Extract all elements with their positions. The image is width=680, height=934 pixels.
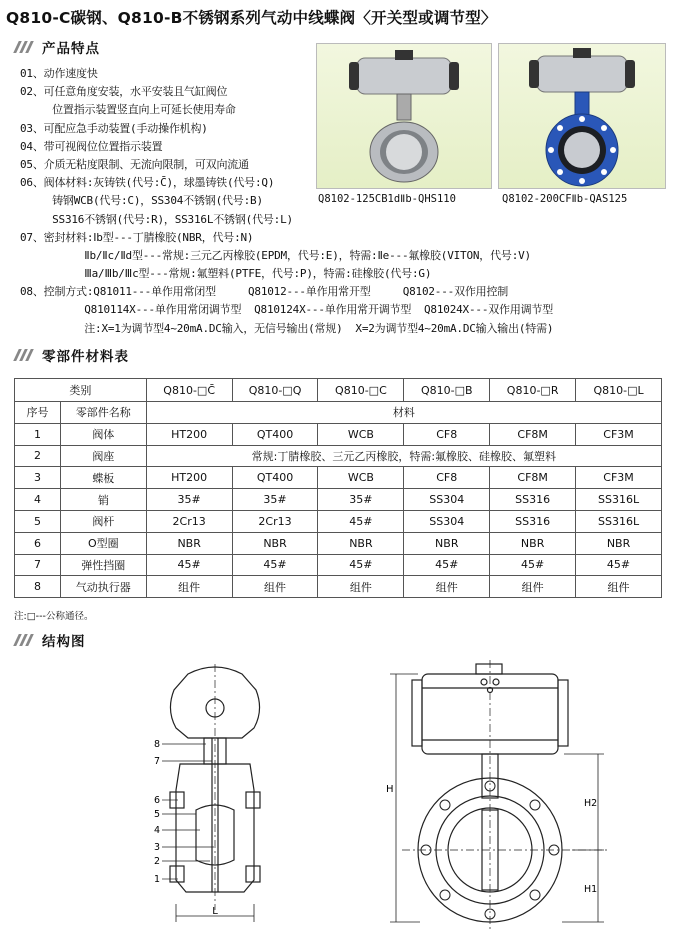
part-name-cell: 弹性挡圈	[60, 554, 146, 576]
part-name-cell: 阀杆	[60, 510, 146, 532]
table-row	[15, 467, 662, 489]
product-photo-1	[316, 43, 492, 189]
material-cell: NBR	[576, 532, 662, 554]
table-row	[15, 445, 662, 467]
row-number-cell: 6	[15, 532, 61, 554]
part-number-label: 3	[153, 842, 160, 853]
feature-item: Ⅲa/Ⅲb/Ⅲc型---常规:氟塑料(PTFE，代号:P)，特需:硅橡胶(代号:G)	[20, 267, 432, 281]
part-number-label: 4	[153, 825, 160, 836]
part-number-label: 2	[153, 856, 160, 867]
material-cell: QT400	[232, 423, 318, 445]
material-cell: CF8	[404, 423, 490, 445]
feature-item: 07、密封材料:Ⅰb型---丁腈橡胶(NBR，代号:N)	[20, 230, 254, 244]
feature-item: 位置指示装置竖直向上可延长使用寿命	[20, 103, 236, 117]
material-cell: CF8	[404, 467, 490, 489]
cross-section-drawing	[140, 660, 290, 930]
material-cell: 35#	[318, 489, 404, 511]
table-header-row	[15, 379, 662, 402]
section-title-structure: 结构图	[42, 634, 86, 650]
material-cell: 组件	[490, 576, 576, 598]
material-cell-merged: 常规:丁腈橡胶、三元乙丙橡胶，特需:氟橡胶、硅橡胶、氟塑料	[146, 445, 661, 467]
section-header-materials	[14, 346, 129, 364]
row-number-cell: 1	[15, 423, 61, 445]
material-cell: HT200	[146, 423, 232, 445]
part-name-cell: 气动执行器	[60, 576, 146, 598]
material-cell: NBR	[404, 532, 490, 554]
material-cell: CF3M	[576, 467, 662, 489]
section-marker-icon	[14, 349, 32, 361]
dimension-label-h2: H2	[584, 798, 598, 809]
material-cell: QT400	[232, 467, 318, 489]
part-name-cell: 阀座	[60, 445, 146, 467]
material-cell: SS304	[404, 489, 490, 511]
material-cell: NBR	[318, 532, 404, 554]
section-header-features	[14, 38, 100, 56]
section-title-materials: 零部件材料表	[42, 349, 129, 365]
product-photo-2	[498, 43, 666, 189]
part-number-label: 8	[153, 739, 160, 750]
feature-item: Ⅱb/Ⅱc/Ⅱd型---常规:三元乙丙橡胶(EPDM，代号:E)，特需:Ⅱe---氟橡胶(VITON，代号:V)	[20, 248, 531, 262]
feature-item: 注:X=1为调节型4~20mA.DC输入，无信号输出(常规) X=2为调节型4~20mA.DC输入输出(特需)	[20, 321, 554, 335]
front-view-drawing	[372, 660, 612, 934]
material-cell: NBR	[146, 532, 232, 554]
section-header-structure	[14, 631, 86, 649]
material-cell: 2Cr13	[146, 510, 232, 532]
row-number-cell: 8	[15, 576, 61, 598]
material-cell: 组件	[404, 576, 490, 598]
photo-caption-2: Q8102-200CFⅡb-QAS125	[502, 193, 628, 205]
material-cell: NBR	[232, 532, 318, 554]
material-cell: WCB	[318, 467, 404, 489]
material-cell: 45#	[232, 554, 318, 576]
part-name-cell: 销	[60, 489, 146, 511]
row-number-cell: 2	[15, 445, 61, 467]
header-cell: Q810-□C	[318, 379, 404, 402]
material-cell: SS316L	[576, 489, 662, 511]
feature-item: 01、动作速度快	[20, 67, 98, 80]
table-row	[15, 510, 662, 532]
material-cell: 45#	[318, 554, 404, 576]
material-cell: 2Cr13	[232, 510, 318, 532]
material-cell: 45#	[404, 554, 490, 576]
material-cell: 组件	[318, 576, 404, 598]
photo-caption-1: Q8102-125CB1dⅡb-QHS110	[318, 193, 456, 205]
material-cell: SS316	[490, 489, 576, 511]
part-name-cell: O型圈	[60, 532, 146, 554]
materials-table	[14, 378, 662, 598]
part-number-label: 1	[153, 874, 160, 885]
row-number-cell: 3	[15, 467, 61, 489]
subheader-cell: 材料	[146, 402, 661, 424]
row-number-cell: 7	[15, 554, 61, 576]
dimension-label-h: H	[386, 784, 394, 795]
feature-item: Q810114X---单作用常闭调节型 Q810124X---单作用常开调节型 Q81024X---双作用调节型	[20, 303, 554, 317]
subheader-cell: 零部件名称	[60, 402, 146, 424]
material-cell: 45#	[490, 554, 576, 576]
feature-item: 02、可任意角度安装，水平安装且气缸阀位	[20, 85, 228, 99]
material-cell: 组件	[576, 576, 662, 598]
material-cell: SS304	[404, 510, 490, 532]
table-row	[15, 423, 662, 445]
header-cell: Q810-□Q	[232, 379, 318, 402]
section-marker-icon	[14, 41, 32, 53]
table-row	[15, 576, 662, 598]
material-cell: CF8M	[490, 423, 576, 445]
material-cell: 组件	[146, 576, 232, 598]
material-cell: 35#	[232, 489, 318, 511]
part-name-cell: 蝶板	[60, 467, 146, 489]
part-number-label: 5	[153, 809, 160, 820]
header-cell: Q810-□R	[490, 379, 576, 402]
header-cell: Q810-□B	[404, 379, 490, 402]
material-cell: HT200	[146, 467, 232, 489]
dimension-label-h1: H1	[584, 884, 598, 895]
row-number-cell: 4	[15, 489, 61, 511]
feature-item: 06、阀体材料:灰铸铁(代号:C̄)，球墨铸铁(代号:Q)	[20, 176, 275, 190]
table-note: 注:□---公称通径。	[14, 611, 94, 622]
page-title: Q810-C碳钢、Q810-B不锈钢系列气动中线蝶阀〈开关型或调节型〉	[6, 9, 497, 27]
feature-item: 05、介质无粘度限制、无流向限制，可双向流通	[20, 157, 249, 171]
feature-item: SS316不锈钢(代号:R)，SS316L不锈钢(代号:L)	[20, 212, 293, 226]
material-cell: CF3M	[576, 423, 662, 445]
header-cell: 类别	[15, 379, 147, 402]
material-cell: 45#	[576, 554, 662, 576]
part-number-label: 6	[153, 795, 160, 806]
table-row	[15, 489, 662, 511]
table-subheader-row	[15, 402, 662, 424]
feature-item: 04、带可视阀位位置指示装置	[20, 139, 163, 153]
material-cell: NBR	[490, 532, 576, 554]
material-cell: SS316	[490, 510, 576, 532]
row-number-cell: 5	[15, 510, 61, 532]
header-cell: Q810-□L	[576, 379, 662, 402]
section-title-features: 产品特点	[42, 41, 100, 57]
material-cell: 35#	[146, 489, 232, 511]
subheader-cell: 序号	[15, 402, 61, 424]
material-cell: 45#	[146, 554, 232, 576]
material-cell: 组件	[232, 576, 318, 598]
section-marker-icon	[14, 634, 32, 646]
feature-item: 03、可配应急手动装置(手动操作机构)	[20, 121, 208, 135]
material-cell: 45#	[318, 510, 404, 532]
table-row	[15, 554, 662, 576]
material-cell: SS316L	[576, 510, 662, 532]
part-number-label: 7	[153, 756, 160, 767]
feature-item: 铸钢WCB(代号:C)，SS304不锈钢(代号:B)	[20, 194, 263, 208]
dimension-label-l: L	[212, 906, 218, 917]
part-name-cell: 阀体	[60, 423, 146, 445]
table-row	[15, 532, 662, 554]
material-cell: WCB	[318, 423, 404, 445]
header-cell: Q810-□C̄	[146, 379, 232, 402]
feature-item: 08、控制方式:Q81011---单作用常闭型 Q81012---单作用常开型 Q8102---双作用控制	[20, 285, 509, 299]
material-cell: CF8M	[490, 467, 576, 489]
